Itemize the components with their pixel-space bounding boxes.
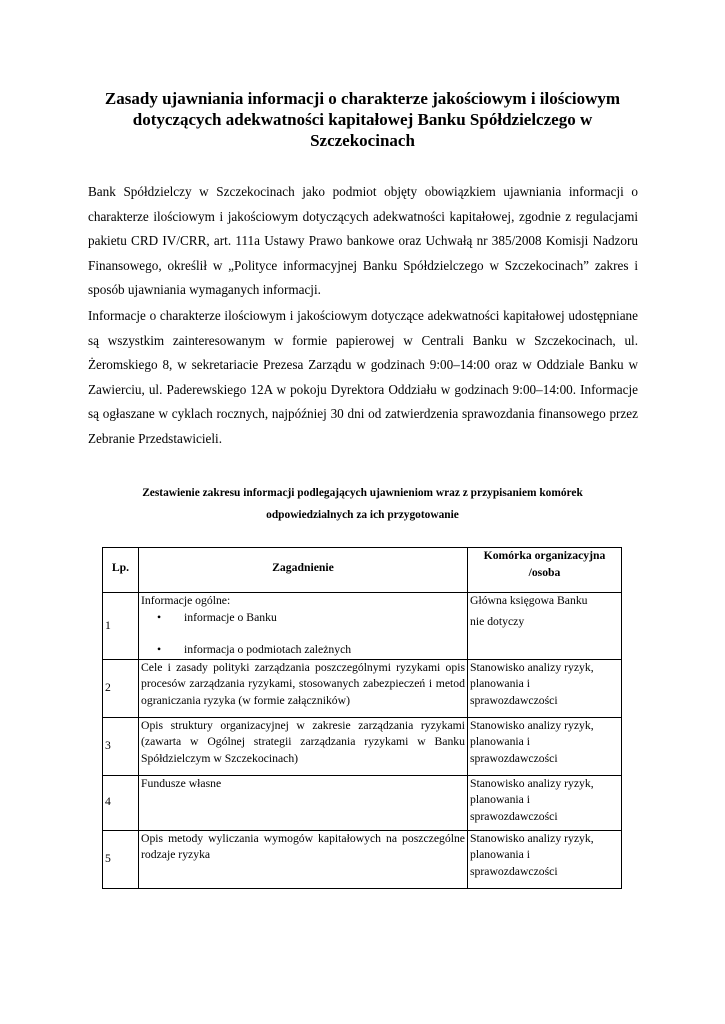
- table-row: [103, 593, 622, 660]
- access-paragraph: Informacje o charakterze ilościowym i jakościowym dotyczące adekwatności kapitałowej udostępniane są wszystkim zainteresowanym w formie papierowej w Centrali Banku w Szczekocinach, ul. Żeromskiego 8, w sekretariacie Prezesa Zarządu w godzinach 9:00–14:00 oraz w Oddziale Banku w Zawierciu, ul. Paderewskiego 12A w pokoju Dyrektora Oddziału w godzinach 9:00–14:00. Informacje są ogłaszane w cyklach rocznych, najpóźniej 30 dni od zatwierdzenia sprawozdania finansowego przez Zebranie Przedstawicieli.: [88, 308, 638, 446]
- document-title: Zasady ujawniania informacji o charakterze jakościowym i ilościowym dotyczących adekwatności kapitałowej Banku Spółdzielczego w Szczekocinach: [104, 89, 621, 150]
- bullet-item: [141, 642, 465, 659]
- bullet-icon: •: [157, 643, 162, 657]
- row-topic: [139, 593, 468, 660]
- row-unit-secondary: nie dotyczy: [470, 614, 525, 628]
- row-topic-intro: Informacje ogólne:: [141, 594, 231, 607]
- row-unit: Stanowisko analizy ryzyk, planowania i sprawozdawczości: [468, 717, 622, 775]
- table-row: [103, 830, 622, 888]
- row-unit: [468, 593, 622, 660]
- row-topic: Opis struktury organizacyjnej w zakresie zarządzania ryzykami (zawarta w Ogólnej strategii zarządzania ryzykami w Banku Spółdzielczym w Szczekocinach): [139, 717, 468, 775]
- bullet-item-label: informacja o podmiotach zależnych: [184, 643, 352, 657]
- table-title: Zestawienie zakresu informacji podlegających ujawnieniom wraz z przypisaniem komórek odpowiedzialnych za ich przygotowanie: [142, 487, 583, 521]
- row-topic: Opis metody wyliczania wymogów kapitałowych na poszczególne rodzaje ryzyka: [139, 830, 468, 888]
- row-number: 4: [103, 775, 139, 830]
- header-lp: Lp.: [103, 548, 139, 593]
- spacer: [141, 626, 465, 642]
- row-number: 5: [103, 830, 139, 888]
- row-number: 3: [103, 717, 139, 775]
- table-row: [103, 775, 622, 830]
- header-unit: Komórka organizacyjna /osoba: [468, 548, 622, 593]
- row-topic: Fundusze własne: [139, 775, 468, 830]
- table-row: [103, 659, 622, 717]
- bullet-item: [141, 610, 465, 627]
- row-unit: Stanowisko analizy ryzyk, planowania i sprawozdawczości: [468, 830, 622, 888]
- row-topic: Cele i zasady polityki zarządzania poszczególnymi ryzykami opis procesów zarządzania ryzykami, stosowanych zabezpieczeń i metod ograniczania ryzyka (w formie załączników): [139, 659, 468, 717]
- table-header-row: [103, 548, 622, 593]
- row-number: 1: [103, 593, 139, 660]
- table-row: [103, 717, 622, 775]
- row-unit: Stanowisko analizy ryzyk, planowania i sprawozdawczości: [468, 775, 622, 830]
- row-unit: Stanowisko analizy ryzyk, planowania i sprawozdawczości: [468, 659, 622, 717]
- row-unit-primary: Główna księgowa Banku: [470, 594, 588, 607]
- bullet-item-label: informacje o Banku: [184, 610, 277, 624]
- disclosure-table: [102, 547, 622, 889]
- intro-paragraph: Bank Spółdzielczy w Szczekocinach jako podmiot objęty obowiązkiem ujawniania informacji o charakterze ilościowym i jakościowym dotyczących adekwatności kapitałowej, zgodnie z regulacjami pakietu CRD IV/CRR, art. 111a Ustawy Prawo bankowe oraz Uchwałą nr 385/2008 Komisji Nadzoru Finansowego, określił w „Polityce informacyjnej Banku Spółdzielczego w Szczekocinach” zakres i sposób ujawniania wymaganych informacji.: [88, 184, 638, 298]
- row-number: 2: [103, 659, 139, 717]
- header-topic: Zagadnienie: [139, 548, 468, 593]
- bullet-icon: •: [157, 610, 162, 624]
